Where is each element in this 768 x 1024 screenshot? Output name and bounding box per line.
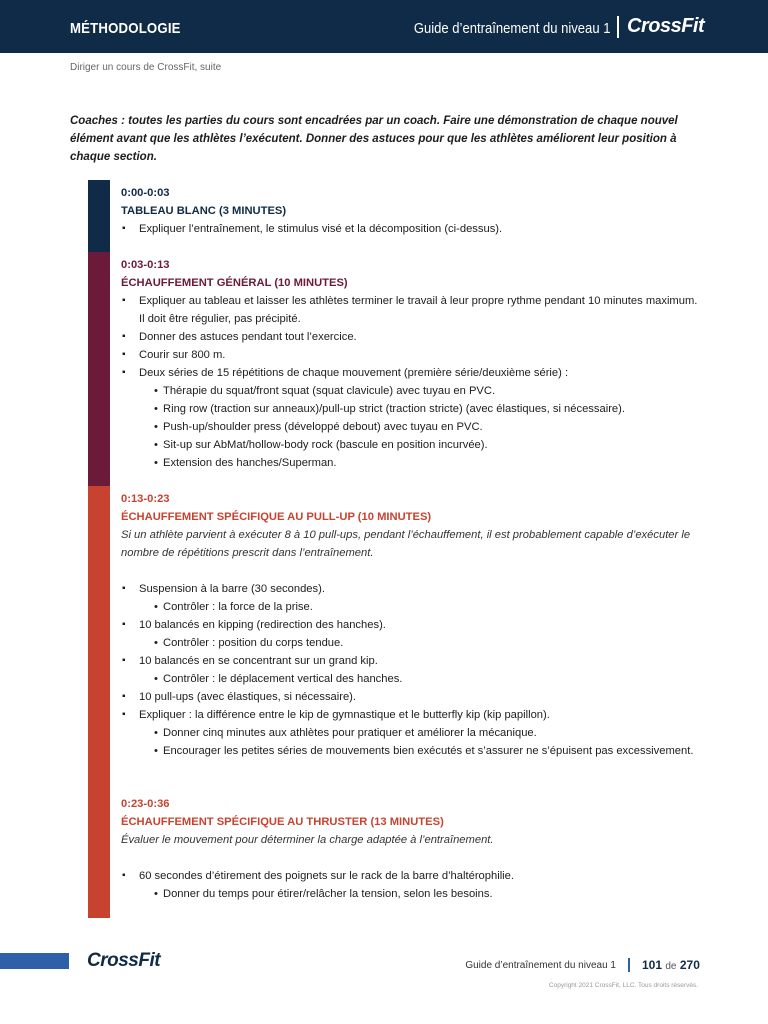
sub-list-item: • Contrôler : la force de la prise.: [121, 598, 701, 616]
list-item: ▪ Expliquer : la différence entre le kip de gymnastique et le butterfly kip (kip papillon).: [121, 706, 701, 724]
list-item: ▪ 60 secondes d’étirement des poignets sur le rack de la barre d’haltérophilie.: [121, 867, 701, 885]
section-time: 0:03-0:13: [121, 259, 170, 271]
sub-list-item: • Extension des hanches/Superman.: [121, 454, 701, 472]
section-thruster-warmup: [121, 795, 701, 903]
footer-accent-bar: [0, 953, 69, 969]
copyright: Copyright 2021 CrossFit, LLC. Tous droits réservés.: [548, 982, 698, 989]
page-of: de: [665, 961, 677, 972]
sub-list-item: • Donner du temps pour étirer/relâcher la tension, selon les besoins.: [121, 885, 701, 903]
sub-list-item: • Contrôler : position du corps tendue.: [121, 634, 701, 652]
section-color-band-plum: [88, 252, 110, 486]
section-note: Évaluer le mouvement pour déterminer la charge adaptée à l’entraînement.: [121, 834, 494, 846]
page-number: [642, 958, 700, 972]
header-divider: [617, 16, 619, 38]
list-item: ▪ Expliquer l’entraînement, le stimulus visé et la décomposition (ci-dessus).: [121, 220, 701, 238]
section-color-band-navy: [88, 180, 110, 252]
sub-list-item: • Contrôler : le déplacement vertical des hanches.: [121, 670, 701, 688]
page-header: [0, 0, 768, 53]
section-heading: TABLEAU BLANC (3 MINUTES): [121, 205, 287, 217]
section-time: 0:00-0:03: [121, 187, 170, 199]
current-page: 101: [642, 958, 663, 972]
section-heading: ÉCHAUFFEMENT SPÉCIFIQUE AU PULL-UP (10 MINUTES): [121, 511, 432, 523]
sub-list-item: • Ring row (traction sur anneaux)/pull-up strict (traction stricte) (avec élastiques, si nécessaire).: [121, 400, 701, 418]
list-item: ▪ Courir sur 800 m.: [121, 346, 701, 364]
breadcrumb: Diriger un cours de CrossFit, suite: [70, 62, 222, 73]
section-heading: ÉCHAUFFEMENT SPÉCIFIQUE AU THRUSTER (13 MINUTES): [121, 816, 444, 828]
list-item: ▪ Expliquer au tableau et laisser les athlètes terminer le travail à leur propre rythme pendant 10 minutes maximum. Il doit être régulier, pas précipité.: [121, 292, 701, 328]
sub-list-item: • Sit-up sur AbMat/hollow-body rock (bascule en position incurvée).: [121, 436, 701, 454]
list-item: ▪ Suspension à la barre (30 secondes).: [121, 580, 701, 598]
footer-guide-title: Guide d’entraînement du niveau 1: [465, 960, 616, 971]
section-pullup-warmup: [121, 490, 701, 760]
list-item: ▪ 10 pull-ups (avec élastiques, si nécessaire).: [121, 688, 701, 706]
list-item: ▪ 10 balancés en kipping (redirection des hanches).: [121, 616, 701, 634]
sub-list-item: • Thérapie du squat/front squat (squat clavicule) avec tuyau en PVC.: [121, 382, 701, 400]
total-pages: 270: [679, 958, 700, 972]
section-general-warmup: [121, 256, 701, 472]
list-item: ▪ Deux séries de 15 répétitions de chaque mouvement (première série/deuxième série) :: [121, 364, 701, 382]
list-item: ▪ Donner des astuces pendant tout l’exercice.: [121, 328, 701, 346]
section-title: MÉTHODOLOGIE: [70, 20, 181, 37]
sub-list-item: • Encourager les petites séries de mouvements bien exécutés et s’assurer ne s’épuisent pas excessivement.: [121, 742, 701, 760]
intro-text: Coaches : toutes les parties du cours sont encadrées par un coach. Faire une démonstration de chaque nouvel élément avant que les athlètes l’exécutent. Donner des astuces pour que les athlètes améliorent leur position à chaque section.: [70, 115, 678, 163]
guide-title: Guide d’entraînement du niveau 1: [413, 21, 610, 37]
section-time: 0:23-0:36: [121, 798, 170, 810]
footer-divider: [628, 958, 630, 972]
section-note: Si un athlète parvient à exécuter 8 à 10 pull-ups, pendant l’échauffement, il est probablement capable d’exécuter le nombre de répétitions prescrit dans l’entraînement.: [121, 529, 691, 559]
section-heading: ÉCHAUFFEMENT GÉNÉRAL (10 MINUTES): [121, 277, 348, 289]
sub-list-item: • Push-up/shoulder press (développé debout) avec tuyau en PVC.: [121, 418, 701, 436]
footer-crossfit-logo: CrossFit: [87, 950, 161, 971]
sub-list-item: • Donner cinq minutes aux athlètes pour pratiquer et améliorer la mécanique.: [121, 724, 701, 742]
section-color-band-rust: [88, 486, 110, 918]
section-whiteboard: [121, 184, 701, 238]
crossfit-logo: CrossFit: [627, 15, 705, 37]
list-item: ▪ 10 balancés en se concentrant sur un grand kip.: [121, 652, 701, 670]
section-time: 0:13-0:23: [121, 493, 170, 505]
